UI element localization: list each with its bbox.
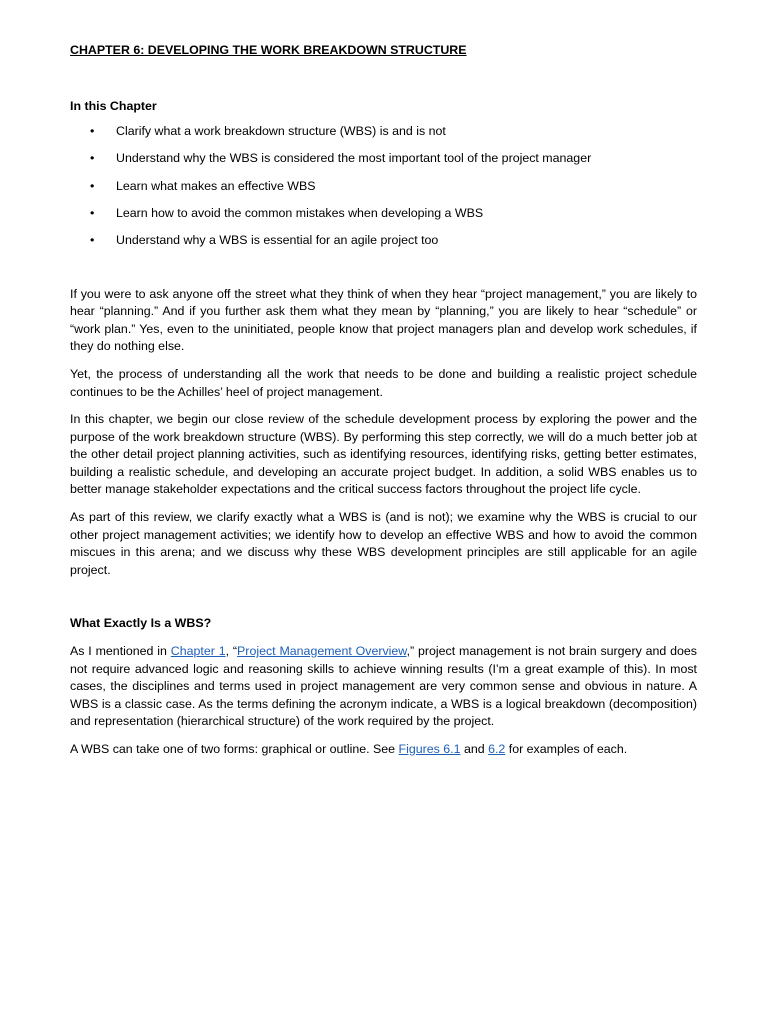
intro-section xyxy=(70,286,697,580)
bullet-icon: • xyxy=(90,232,95,247)
document-page xyxy=(70,42,697,769)
text-run: for examples of each. xyxy=(505,742,628,756)
list-item-text: Understand why the WBS is considered the most important tool of the project manager xyxy=(116,151,592,166)
list-item-text: Learn what makes an effective WBS xyxy=(116,178,316,193)
list-item-text: Learn how to avoid the common mistakes when developing a WBS xyxy=(116,205,484,220)
bullet-icon: • xyxy=(90,205,95,220)
text-run: , “ xyxy=(225,644,238,659)
figure-6-1-link[interactable]: Figures 6.1 xyxy=(398,742,461,756)
list-item xyxy=(70,123,697,141)
text-run: and xyxy=(460,742,489,756)
chapter-objectives-list xyxy=(70,123,697,249)
what-is-wbs-heading: What Exactly Is a WBS? xyxy=(70,616,212,631)
chapter-title: CHAPTER 6: DEVELOPING THE WORK BREAKDOWN STRUCTURE xyxy=(70,43,467,57)
intro-paragraph-1: If you were to ask anyone off the street what they think of when they hear “project management,” you are likely to hear “planning.” And if you further ask them what they mean by “planning,” you are likely to hear “schedule” or “work plan.” Yes, even to the uninitiated, people know that project managers plan and develop work schedules, if they do nothing else. xyxy=(70,286,697,354)
list-item xyxy=(70,232,697,250)
list-item-text: Understand why a WBS is essential for an agile project too xyxy=(116,232,439,247)
wbs-paragraph-2 xyxy=(70,741,697,759)
bullet-icon: • xyxy=(90,124,95,139)
chapter-1-link[interactable]: Chapter 1 xyxy=(170,644,226,659)
list-item-text: Clarify what a work breakdown structure (WBS) is and is not xyxy=(116,124,446,139)
in-this-chapter-heading: In this Chapter xyxy=(70,98,157,113)
bullet-icon: • xyxy=(90,178,95,193)
intro-paragraph-3: In this chapter, we begin our close review of the schedule development process by exploring the power and the purpose of the work breakdown structure (WBS). By performing this step correctly, we will do a much better job at the other detail project planning activities, such as identifying resources, identifying risks, getting better estimates, building a realistic schedule, and developing an accurate project budget. In addition, a solid WBS enables us to better manage stakeholder expectations and the critical success factors throughout the project life cycle. xyxy=(70,412,697,497)
bullet-icon: • xyxy=(90,151,95,166)
list-item xyxy=(70,178,697,196)
project-management-overview-link[interactable]: Project Management Overview xyxy=(237,644,407,659)
text-run: As I mentioned in xyxy=(70,644,171,659)
figure-6-2-link[interactable]: 6.2 xyxy=(488,742,506,756)
wbs-paragraph-1 xyxy=(70,643,697,731)
intro-paragraph-4: As part of this review, we clarify exactly what a WBS is (and is not); we examine why the WBS is crucial to our other project management activities; we identify how to develop an effective WBS and how to avoid the common miscues in this arena; and we discuss why these WBS development principles are still applicable for an agile project. xyxy=(70,510,697,577)
list-item xyxy=(70,205,697,223)
text-run: A WBS can take one of two forms: graphical or outline. See xyxy=(70,742,399,756)
text-run: ,” project management is not brain surgery and does not require advanced logic and reasoning skills to achieve winning results (I’m a great example of this). In most cases, the disciplines and terms used in project management are very common sense and obvious in nature. A WBS is a classic case. As the terms defining the acronym indicate, a WBS is a logical breakdown (decomposition) and representation (hierarchical structure) of the work required by the project. xyxy=(70,644,697,729)
list-item xyxy=(70,150,697,168)
intro-paragraph-2: Yet, the process of understanding all the work that needs to be done and building a realistic project schedule continues to be the Achilles’ heel of project management. xyxy=(70,366,697,399)
